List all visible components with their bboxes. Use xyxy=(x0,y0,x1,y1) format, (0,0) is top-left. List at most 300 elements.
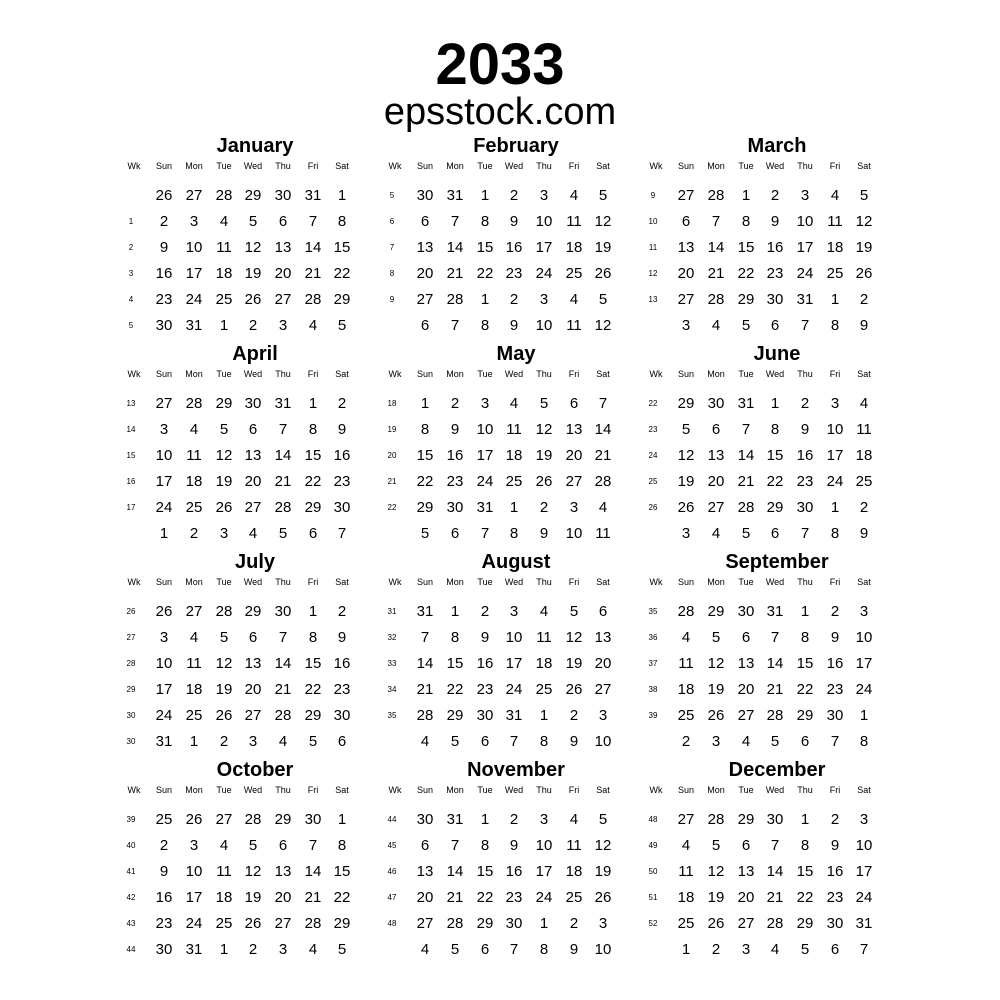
day-cell: 1 xyxy=(189,733,199,750)
day-cell: 15 xyxy=(304,655,322,672)
week-row xyxy=(385,859,647,885)
day-cell: 4 xyxy=(598,499,608,516)
day-cell: 18 xyxy=(505,447,523,464)
week-row xyxy=(646,287,908,313)
day-cell: 3 xyxy=(480,395,490,412)
weekday-header: Mon xyxy=(185,161,203,171)
week-row xyxy=(646,651,908,677)
day-cell: 18 xyxy=(215,265,233,282)
week-row xyxy=(646,625,908,651)
day-cell: 21 xyxy=(304,265,322,282)
day-cell: 8 xyxy=(770,421,780,438)
week-number: 8 xyxy=(389,269,395,278)
day-cell: 31 xyxy=(416,603,434,620)
week-number: 39 xyxy=(126,815,136,824)
day-cell: 3 xyxy=(800,187,810,204)
day-cell: 14 xyxy=(766,863,784,880)
month-block xyxy=(124,757,386,965)
day-cell: 1 xyxy=(859,707,869,724)
day-cell: 4 xyxy=(569,291,579,308)
day-cell: 28 xyxy=(446,915,464,932)
day-cell: 30 xyxy=(416,811,434,828)
day-cell: 9 xyxy=(509,837,519,854)
day-cell: 3 xyxy=(539,291,549,308)
day-cell: 14 xyxy=(304,239,322,256)
weekday-header: Sat xyxy=(596,785,610,795)
day-cell: 3 xyxy=(539,811,549,828)
day-cell: 2 xyxy=(248,317,258,334)
month-name: February xyxy=(473,135,559,157)
weekday-header: Wed xyxy=(765,369,785,379)
day-cell: 2 xyxy=(219,733,229,750)
day-cell: 5 xyxy=(598,811,608,828)
week-row xyxy=(124,417,386,443)
weekday-header: Thu xyxy=(797,785,813,795)
day-cell: 27 xyxy=(737,915,755,932)
day-cell: 9 xyxy=(337,421,347,438)
day-cell: 27 xyxy=(244,707,262,724)
day-cell: 4 xyxy=(569,811,579,828)
week-row xyxy=(385,625,647,651)
day-cell: 2 xyxy=(159,213,169,230)
weekday-header: Wed xyxy=(243,369,263,379)
week-number: 36 xyxy=(648,633,658,642)
day-cell: 18 xyxy=(185,681,203,698)
week-row xyxy=(646,599,908,625)
day-cell: 3 xyxy=(278,941,288,958)
day-cell: 16 xyxy=(155,265,173,282)
weekday-header: Sat xyxy=(857,161,871,171)
week-row xyxy=(646,937,908,963)
month-block xyxy=(646,757,908,965)
week-row xyxy=(385,937,647,963)
day-cell: 26 xyxy=(215,499,233,516)
week-number xyxy=(385,729,399,755)
day-cell: 18 xyxy=(565,863,583,880)
day-cell: 6 xyxy=(420,837,430,854)
day-cell: 28 xyxy=(766,915,784,932)
day-cell: 13 xyxy=(737,655,755,672)
day-cell: 2 xyxy=(248,941,258,958)
day-cell: 6 xyxy=(248,421,258,438)
day-cell: 22 xyxy=(304,473,322,490)
day-cell: 27 xyxy=(215,811,233,828)
day-cell: 3 xyxy=(569,499,579,516)
week-row xyxy=(385,495,647,521)
day-cell: 5 xyxy=(450,941,460,958)
week-number: 26 xyxy=(648,503,658,512)
day-cell: 20 xyxy=(737,681,755,698)
week-row xyxy=(385,261,647,287)
day-cell: 23 xyxy=(476,681,494,698)
day-cell: 23 xyxy=(155,915,173,932)
day-cell: 6 xyxy=(248,629,258,646)
week-number: 12 xyxy=(648,269,658,278)
day-cell: 20 xyxy=(737,889,755,906)
day-cell: 26 xyxy=(707,707,725,724)
week-number: 23 xyxy=(648,425,658,434)
day-cell: 17 xyxy=(535,239,553,256)
day-cell: 7 xyxy=(711,213,721,230)
week-row xyxy=(646,443,908,469)
day-cell: 22 xyxy=(737,265,755,282)
day-cell: 16 xyxy=(505,863,523,880)
week-row xyxy=(646,417,908,443)
day-cell: 13 xyxy=(274,239,292,256)
week-row xyxy=(124,859,386,885)
day-cell: 5 xyxy=(711,837,721,854)
day-cell: 25 xyxy=(677,915,695,932)
day-cell: 4 xyxy=(569,187,579,204)
day-cell: 17 xyxy=(826,447,844,464)
week-number: 20 xyxy=(387,451,397,460)
day-cell: 16 xyxy=(155,889,173,906)
weekday-header: Thu xyxy=(275,369,291,379)
day-cell: 15 xyxy=(416,447,434,464)
day-cell: 11 xyxy=(186,655,202,672)
day-cell: 24 xyxy=(185,291,203,308)
weekday-header: Mon xyxy=(446,577,464,587)
weekday-header: Wed xyxy=(504,785,524,795)
day-cell: 8 xyxy=(539,941,549,958)
week-row xyxy=(124,807,386,833)
day-cell: 8 xyxy=(420,421,430,438)
week-number xyxy=(124,521,138,547)
week-number: 15 xyxy=(126,451,136,460)
day-cell: 14 xyxy=(594,421,612,438)
day-cell: 30 xyxy=(155,317,173,334)
week-row xyxy=(385,729,647,755)
weekday-header: Thu xyxy=(797,161,813,171)
week-row xyxy=(646,677,908,703)
day-cell: 11 xyxy=(216,863,232,880)
day-cell: 3 xyxy=(159,421,169,438)
day-cell: 7 xyxy=(598,395,608,412)
weekday-header: Tue xyxy=(477,577,493,587)
day-cell: 8 xyxy=(337,213,347,230)
day-cell: 25 xyxy=(677,707,695,724)
week-row xyxy=(646,235,908,261)
day-cell: 23 xyxy=(505,265,523,282)
week-row xyxy=(124,729,386,755)
week-number: 44 xyxy=(126,945,136,954)
day-cell: 5 xyxy=(770,733,780,750)
week-row xyxy=(124,651,386,677)
day-cell: 4 xyxy=(681,629,691,646)
day-cell: 5 xyxy=(598,291,608,308)
month-name: June xyxy=(753,343,801,365)
day-cell: 24 xyxy=(535,889,553,906)
weekday-header: Sun xyxy=(416,785,433,795)
day-cell: 28 xyxy=(185,395,203,412)
day-cell: 10 xyxy=(855,629,873,646)
day-cell: 6 xyxy=(278,837,288,854)
day-cell: 21 xyxy=(274,681,292,698)
day-cell: 13 xyxy=(594,629,612,646)
day-cell: 24 xyxy=(855,889,873,906)
day-cell: 9 xyxy=(859,317,869,334)
day-cell: 12 xyxy=(677,447,695,464)
day-cell: 13 xyxy=(274,863,292,880)
weekday-header: Fri xyxy=(829,161,841,171)
week-row xyxy=(124,599,386,625)
day-cell: 1 xyxy=(337,187,347,204)
day-cell: 23 xyxy=(155,291,173,308)
day-cell: 3 xyxy=(539,187,549,204)
day-cell: 2 xyxy=(337,603,347,620)
day-cell: 29 xyxy=(244,187,262,204)
week-row xyxy=(385,521,647,547)
day-cell: 31 xyxy=(446,811,464,828)
day-cell: 11 xyxy=(566,837,582,854)
day-cell: 2 xyxy=(681,733,691,750)
day-cell: 29 xyxy=(274,811,292,828)
day-cell: 19 xyxy=(707,681,725,698)
day-cell: 27 xyxy=(185,187,203,204)
day-cell: 4 xyxy=(509,395,519,412)
day-cell: 28 xyxy=(737,499,755,516)
day-cell: 15 xyxy=(766,447,784,464)
weekday-header: Fri xyxy=(568,161,580,171)
day-cell: 20 xyxy=(594,655,612,672)
day-cell: 1 xyxy=(539,915,549,932)
week-number xyxy=(385,313,399,339)
day-cell: 7 xyxy=(770,629,780,646)
day-cell: 1 xyxy=(219,941,229,958)
day-cell: 24 xyxy=(855,681,873,698)
week-row xyxy=(385,807,647,833)
day-cell: 28 xyxy=(215,603,233,620)
week-row xyxy=(124,495,386,521)
day-cell: 24 xyxy=(155,707,173,724)
week-row xyxy=(124,677,386,703)
day-cell: 17 xyxy=(855,655,873,672)
month-block xyxy=(385,549,647,757)
day-cell: 7 xyxy=(480,525,490,542)
day-cell: 11 xyxy=(536,629,552,646)
week-number: 42 xyxy=(126,893,136,902)
day-cell: 4 xyxy=(308,941,318,958)
day-cell: 5 xyxy=(800,941,810,958)
week-number: 17 xyxy=(126,503,136,512)
day-cell: 9 xyxy=(159,239,169,256)
day-cell: 17 xyxy=(185,265,203,282)
week-number: 38 xyxy=(648,685,658,694)
day-cell: 30 xyxy=(304,811,322,828)
weekday-header: Sat xyxy=(335,785,349,795)
day-cell: 17 xyxy=(796,239,814,256)
day-cell: 24 xyxy=(796,265,814,282)
day-cell: 31 xyxy=(274,395,292,412)
day-cell: 26 xyxy=(677,499,695,516)
weekday-header: Tue xyxy=(477,369,493,379)
day-cell: 26 xyxy=(215,707,233,724)
day-cell: 7 xyxy=(308,213,318,230)
weekday-header: Sat xyxy=(857,577,871,587)
day-cell: 1 xyxy=(480,811,490,828)
day-cell: 25 xyxy=(185,499,203,516)
day-cell: 8 xyxy=(450,629,460,646)
day-cell: 3 xyxy=(681,317,691,334)
day-cell: 12 xyxy=(855,213,873,230)
day-cell: 1 xyxy=(420,395,430,412)
day-cell: 30 xyxy=(476,707,494,724)
day-cell: 1 xyxy=(800,603,810,620)
day-cell: 8 xyxy=(830,525,840,542)
day-cell: 9 xyxy=(569,733,579,750)
day-cell: 5 xyxy=(337,941,347,958)
day-cell: 3 xyxy=(219,525,229,542)
week-number xyxy=(646,937,660,963)
weekday-header: Sat xyxy=(335,369,349,379)
week-number: 48 xyxy=(387,919,397,928)
day-cell: 9 xyxy=(159,863,169,880)
day-cell: 25 xyxy=(185,707,203,724)
week-number: 1 xyxy=(128,217,134,226)
day-cell: 11 xyxy=(506,421,522,438)
day-cell: 29 xyxy=(766,499,784,516)
day-cell: 27 xyxy=(677,811,695,828)
week-number-header: Wk xyxy=(649,577,663,587)
day-cell: 27 xyxy=(565,473,583,490)
day-cell: 9 xyxy=(337,629,347,646)
week-number: 13 xyxy=(126,399,136,408)
week-row xyxy=(124,391,386,417)
day-cell: 26 xyxy=(707,915,725,932)
day-cell: 1 xyxy=(308,603,318,620)
week-row xyxy=(646,703,908,729)
day-cell: 1 xyxy=(830,291,840,308)
weekday-header: Fri xyxy=(829,369,841,379)
week-number: 51 xyxy=(648,893,658,902)
day-cell: 18 xyxy=(677,681,695,698)
day-cell: 24 xyxy=(185,915,203,932)
day-cell: 4 xyxy=(420,733,430,750)
week-number: 11 xyxy=(648,243,658,252)
week-number-header: Wk xyxy=(388,161,402,171)
day-cell: 9 xyxy=(770,213,780,230)
week-row xyxy=(385,313,647,339)
day-cell: 29 xyxy=(796,915,814,932)
day-cell: 27 xyxy=(707,499,725,516)
day-cell: 16 xyxy=(796,447,814,464)
week-number: 45 xyxy=(387,841,397,850)
weekday-header: Tue xyxy=(477,161,493,171)
day-cell: 6 xyxy=(770,525,780,542)
day-cell: 11 xyxy=(216,239,232,256)
weekday-header: Wed xyxy=(243,577,263,587)
day-cell: 6 xyxy=(681,213,691,230)
week-number xyxy=(385,937,399,963)
day-cell: 6 xyxy=(420,317,430,334)
day-cell: 25 xyxy=(155,811,173,828)
day-cell: 19 xyxy=(707,889,725,906)
day-cell: 25 xyxy=(535,681,553,698)
weekday-header: Sun xyxy=(677,577,694,587)
day-cell: 7 xyxy=(830,733,840,750)
week-row xyxy=(124,703,386,729)
day-cell: 10 xyxy=(505,629,523,646)
day-cell: 27 xyxy=(416,915,434,932)
week-number: 40 xyxy=(126,841,136,850)
month-name: May xyxy=(496,343,536,365)
day-cell: 15 xyxy=(476,863,494,880)
day-cell: 10 xyxy=(185,863,203,880)
day-cell: 22 xyxy=(796,681,814,698)
week-row xyxy=(646,807,908,833)
weekday-header: Thu xyxy=(275,577,291,587)
week-number-header: Wk xyxy=(388,577,402,587)
day-cell: 8 xyxy=(337,837,347,854)
day-cell: 31 xyxy=(737,395,755,412)
day-cell: 7 xyxy=(800,525,810,542)
day-cell: 27 xyxy=(416,291,434,308)
day-cell: 6 xyxy=(598,603,608,620)
day-cell: 23 xyxy=(446,473,464,490)
day-cell: 4 xyxy=(770,941,780,958)
day-cell: 29 xyxy=(737,291,755,308)
week-row xyxy=(646,261,908,287)
week-row xyxy=(385,885,647,911)
day-cell: 2 xyxy=(509,187,519,204)
week-row xyxy=(385,833,647,859)
weekday-header: Thu xyxy=(536,161,552,171)
day-cell: 12 xyxy=(594,213,612,230)
day-cell: 28 xyxy=(707,187,725,204)
day-cell: 30 xyxy=(766,811,784,828)
week-number xyxy=(646,313,660,339)
day-cell: 11 xyxy=(566,317,582,334)
month-name: October xyxy=(216,759,294,781)
week-number: 5 xyxy=(128,321,134,330)
day-cell: 11 xyxy=(186,447,202,464)
day-cell: 15 xyxy=(737,239,755,256)
day-cell: 2 xyxy=(539,499,549,516)
week-number: 47 xyxy=(387,893,397,902)
day-cell: 30 xyxy=(796,499,814,516)
weekday-header: Sat xyxy=(857,369,871,379)
day-cell: 22 xyxy=(304,681,322,698)
week-row xyxy=(385,599,647,625)
day-cell: 30 xyxy=(155,941,173,958)
weekday-header: Thu xyxy=(797,369,813,379)
day-cell: 4 xyxy=(219,837,229,854)
week-row xyxy=(646,729,908,755)
day-cell: 5 xyxy=(248,837,258,854)
day-cell: 31 xyxy=(476,499,494,516)
day-cell: 27 xyxy=(185,603,203,620)
day-cell: 25 xyxy=(565,265,583,282)
day-cell: 4 xyxy=(278,733,288,750)
day-cell: 20 xyxy=(707,473,725,490)
day-cell: 15 xyxy=(304,447,322,464)
day-cell: 1 xyxy=(830,499,840,516)
day-cell: 1 xyxy=(509,499,519,516)
day-cell: 28 xyxy=(707,291,725,308)
day-cell: 20 xyxy=(244,473,262,490)
day-cell: 25 xyxy=(215,291,233,308)
day-cell: 5 xyxy=(308,733,318,750)
weekday-header: Thu xyxy=(275,785,291,795)
week-row xyxy=(385,209,647,235)
day-cell: 16 xyxy=(766,239,784,256)
day-cell: 12 xyxy=(594,837,612,854)
day-cell: 10 xyxy=(476,421,494,438)
day-cell: 8 xyxy=(800,629,810,646)
day-cell: 21 xyxy=(594,447,612,464)
day-cell: 26 xyxy=(244,915,262,932)
day-cell: 9 xyxy=(509,213,519,230)
